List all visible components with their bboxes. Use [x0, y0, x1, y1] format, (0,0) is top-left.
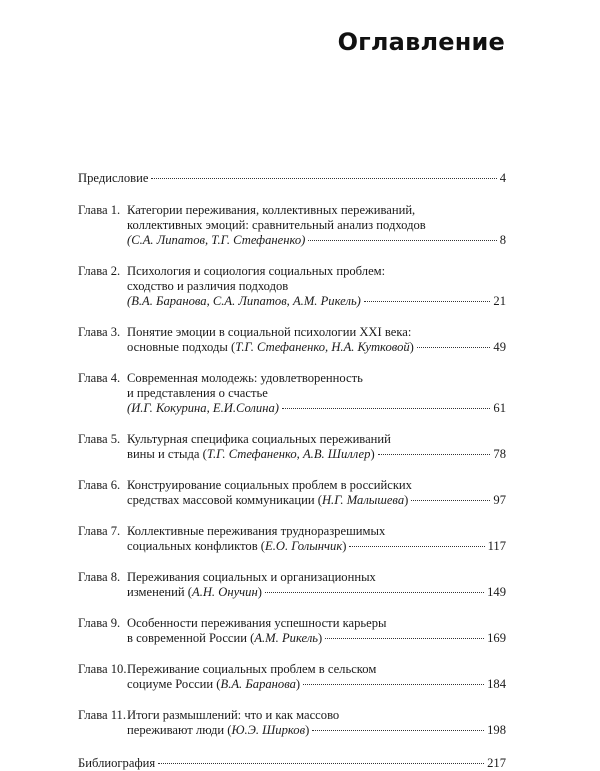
- toc-entry-label: Предисловие: [78, 171, 149, 185]
- toc-page-number: 78: [493, 447, 506, 461]
- toc-page-number: 4: [499, 171, 506, 185]
- toc-entry-chapter-1[interactable]: [78, 203, 506, 248]
- toc-entry-chapter-4[interactable]: [78, 371, 506, 416]
- chapter-title-line: в современной России (А.М. Рикель): [127, 631, 323, 645]
- chapter-title-line: основные подходы (Т.Г. Стефаненко, Н.А. Кутковой): [127, 340, 414, 354]
- toc-entry-preface[interactable]: [78, 171, 506, 186]
- chapter-authors: (И.Г. Кокурина, Е.И.Солина): [127, 401, 279, 415]
- toc-entry-chapter-2[interactable]: [78, 264, 506, 309]
- toc-page-number: 217: [487, 756, 506, 770]
- chapter-label: Глава 7.: [78, 524, 121, 538]
- toc-entry-chapter-6[interactable]: [78, 478, 506, 508]
- toc-entry-chapter-5[interactable]: [78, 432, 506, 462]
- toc-page-number: 8: [499, 233, 506, 247]
- chapter-title-line: Коллективные переживания трудноразрешимых: [127, 524, 386, 538]
- dot-leader: [411, 500, 490, 501]
- chapter-title-line: переживают люди (Ю.Э. Ширков): [127, 723, 310, 737]
- toc-page-number: 149: [487, 585, 506, 599]
- dot-leader: [349, 546, 484, 547]
- dot-leader: [312, 730, 484, 731]
- chapter-title-line: Понятие эмоции в социальной психологии XXI века:: [127, 325, 412, 339]
- chapter-title-line: Конструирование социальных проблем в российских: [127, 478, 412, 492]
- dot-leader: [364, 301, 491, 302]
- toc-entry-bibliography[interactable]: [78, 756, 506, 771]
- chapter-authors: Ю.Э. Ширков: [231, 723, 306, 737]
- chapter-title-line: и представления о счастье: [127, 386, 268, 400]
- chapter-label: Глава 1.: [78, 203, 121, 217]
- chapter-authors: Н.Г. Малышева: [321, 493, 405, 507]
- chapter-title-line: Особенности переживания успешности карьеры: [127, 616, 387, 630]
- chapter-label: Глава 10.: [78, 662, 127, 676]
- chapter-title-line: социуме России (В.А. Баранова): [127, 677, 301, 691]
- dot-leader: [151, 178, 496, 179]
- chapter-title-line: Психология и социология социальных проблем:: [127, 264, 386, 278]
- table-of-contents: [78, 171, 506, 771]
- chapter-authors: В.А. Баранова: [220, 677, 296, 691]
- chapter-title-line: сходство и различия подходов: [127, 279, 289, 293]
- chapter-authors: А.М. Рикель: [254, 631, 319, 645]
- toc-page-number: 198: [487, 723, 506, 737]
- toc-page-number: 21: [493, 294, 506, 308]
- chapter-authors: Е.О. Голынчик: [265, 539, 343, 553]
- chapter-label: Глава 11.: [78, 708, 127, 722]
- dot-leader: [282, 408, 490, 409]
- dot-leader: [158, 763, 484, 764]
- chapter-label: Глава 6.: [78, 478, 121, 492]
- chapter-title-line: Переживание социальных проблем в сельском: [127, 662, 377, 676]
- chapter-authors: (С.А. Липатов, Т.Г. Стефаненко): [127, 233, 306, 247]
- toc-entry-chapter-8[interactable]: [78, 570, 506, 600]
- chapter-title-line: Культурная специфика социальных переживаний: [127, 432, 391, 446]
- chapter-authors: (В.А. Баранова, С.А. Липатов, А.М. Рикель): [127, 294, 361, 308]
- chapter-label: Глава 4.: [78, 371, 121, 385]
- toc-entry-chapter-7[interactable]: [78, 524, 506, 554]
- chapter-title-line: Современная молодежь: удовлетворенность: [127, 371, 363, 385]
- chapter-title-line: социальных конфликтов (Е.О. Голынчик): [127, 539, 347, 553]
- page-title: Оглавление: [337, 28, 505, 56]
- chapter-title-line: Категории переживания, коллективных переживаний,: [127, 203, 416, 217]
- chapter-label: Глава 8.: [78, 570, 121, 584]
- toc-page-number: 117: [487, 539, 506, 553]
- toc-page-number: 61: [493, 401, 506, 415]
- chapter-label: Глава 3.: [78, 325, 121, 339]
- chapter-authors: Т.Г. Стефаненко, Н.А. Кутковой: [235, 340, 410, 354]
- toc-page-number: 49: [493, 340, 506, 354]
- chapter-title-line: коллективных эмоций: сравнительный анализ подходов: [127, 218, 426, 232]
- toc-page-number: 184: [487, 677, 506, 691]
- dot-leader: [265, 592, 484, 593]
- toc-entry-label: Библиография: [78, 756, 156, 770]
- toc-page-number: 97: [493, 493, 506, 507]
- dot-leader: [417, 347, 491, 348]
- chapter-title-line: Переживания социальных и организационных: [127, 570, 376, 584]
- chapter-label: Глава 5.: [78, 432, 121, 446]
- toc-entry-chapter-9[interactable]: [78, 616, 506, 646]
- dot-leader: [325, 638, 484, 639]
- chapter-authors: А.Н. Онучин: [192, 585, 258, 599]
- dot-leader: [378, 454, 491, 455]
- chapter-title-line: вины и стыда (Т.Г. Стефаненко, А.В. Шиллер): [127, 447, 375, 461]
- chapter-label: Глава 2.: [78, 264, 121, 278]
- chapter-label: Глава 9.: [78, 616, 121, 630]
- toc-entry-chapter-10[interactable]: [78, 662, 506, 692]
- toc-page-number: 169: [487, 631, 506, 645]
- chapter-title-line: изменений (А.Н. Онучин): [127, 585, 262, 599]
- chapter-authors: Т.Г. Стефаненко, А.В. Шиллер: [206, 447, 371, 461]
- toc-entry-chapter-3[interactable]: [78, 325, 506, 355]
- toc-entry-chapter-11[interactable]: [78, 708, 506, 738]
- chapter-title-line: средствах массовой коммуникации (Н.Г. Малышева): [127, 493, 409, 507]
- chapter-title-line: Итоги размышлений: что и как массово: [127, 708, 340, 722]
- dot-leader: [308, 240, 496, 241]
- dot-leader: [303, 684, 484, 685]
